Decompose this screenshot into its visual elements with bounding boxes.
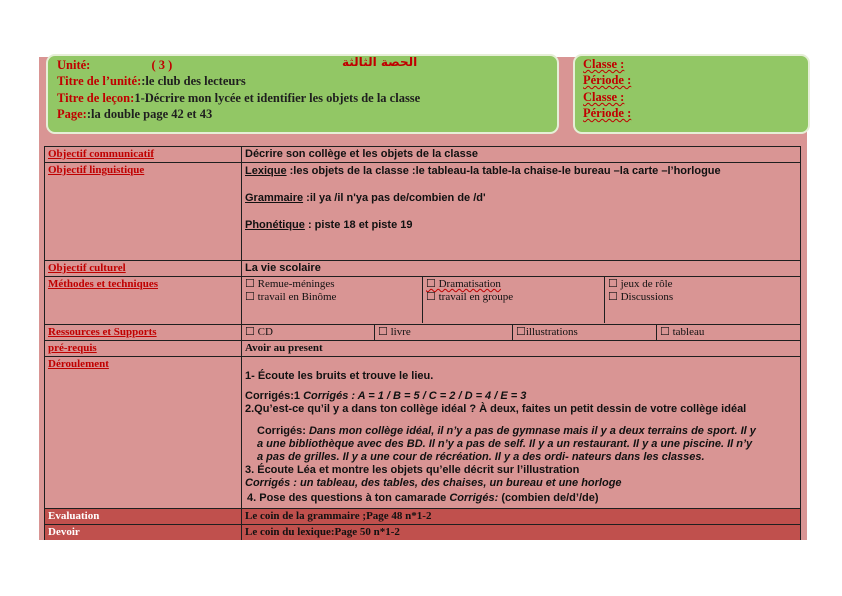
row-methodes [45,277,801,325]
phonetique-label: Phonétique [245,219,305,231]
value-methodes [242,277,801,325]
methodes-col-2 [423,277,605,323]
label-objectif-linguistique: Objectif linguistique [45,163,242,261]
row-ressources [45,325,801,341]
row-prerequis [45,341,801,357]
value-deroulement [242,357,801,509]
row-objectif-communicatif [45,147,801,163]
periode-label-1: Période : [583,73,632,87]
step-1: 1- Écoute les bruits et trouve le lieu. [245,370,434,382]
row-devoir [45,525,801,541]
value-evaluation: Le coin de la grammaire ;Page 48 n*1-2 [242,509,801,525]
phonetique-value: : piste 18 et piste 19 [304,219,413,231]
classe-label-1: Classe : [583,57,625,71]
label-objectif-culturel: Objectif culturel [45,261,242,277]
titre-unite-label: Titre de l’unité: [57,74,142,88]
unite-value: ( 3 ) [151,58,173,72]
row-deroulement [45,357,801,509]
lexique-value: :les objets de la classe :le tableau-la table-la chaise-le bureau –la carte –l’horlogue [286,165,721,177]
methodes-col-3 [605,277,801,323]
lexique-label: Lexique [245,165,287,177]
titre-lecon-value: 1-Décrire mon lycée et identifier les objets de la classe [134,91,421,105]
method-remue-meninges: ☐ Remue-méninges [245,278,335,290]
grammaire-label: Grammaire [245,192,304,204]
support-livre: ☐ livre [375,325,513,340]
support-illustrations: ☐illustrations [513,325,657,340]
label-objectif-communicatif: Objectif communicatif [45,147,242,163]
titre-unite-line [57,74,246,89]
label-ressources: Ressources et Supports [45,325,242,341]
step-1-corriges: Corrigés:1 Corrigés : A = 1 / B = 5 / C = 2 / D = 4 / E = 3 [245,390,527,402]
value-objectif-linguistique [242,163,801,261]
titre-unite-value: :le club des lecteurs [141,74,246,88]
row-evaluation [45,509,801,525]
step-2: 2.Qu’est-ce qu’il y a dans ton collège idéal ? À deux, faites un petit dessin de votre collège idéal [245,403,747,415]
method-discussions: ☐ Discussions [608,291,674,303]
value-objectif-communicatif: Décrire son collège et les objets de la classe [242,147,801,163]
unite-line [57,58,172,73]
titre-lecon-label: Titre de leçon: [57,91,135,105]
methodes-col-1 [242,277,423,323]
value-ressources [242,325,801,341]
value-devoir: Le coin du lexique:Page 50 n*1-2 [242,525,801,541]
periode-label-2: Période : [583,106,632,120]
page-label: Page: [57,107,87,121]
support-tableau: ☐ tableau [657,325,801,340]
step-3-corriges: Corrigés : un tableau, des tables, des chaises, un bureau et une horloge [245,477,622,489]
grammaire-value: :il ya /il n'ya pas de/combien de /d' [303,192,486,204]
page-value: :la double page 42 et 43 [86,107,213,121]
label-methodes: Méthodes et techniques [45,277,242,325]
label-prerequis: pré-requis [45,341,242,357]
value-prerequis: Avoir au present [242,341,801,357]
step-4: 4. Pose des questions à ton camarade Corrigés: (combien de/d’/de) [247,492,599,504]
session-arabic: الحصة الثالثة [342,55,418,69]
classe-label-2: Classe : [583,90,625,104]
titre-lecon-line [57,91,420,106]
row-objectif-linguistique [45,163,801,261]
row-objectif-culturel [45,261,801,277]
lesson-plan-table [44,146,801,541]
label-evaluation: Evaluation [45,509,242,525]
page-line [57,107,212,122]
value-objectif-culturel: La vie scolaire [242,261,801,277]
method-jeux-role: ☐ jeux de rôle [608,278,673,290]
label-devoir: Devoir [45,525,242,541]
bottom-crop-area [0,540,842,596]
step-3: 3. Écoute Léa et montre les objets qu’elle décrit sur l’illustration [245,464,580,476]
unite-label: Unité: [57,58,91,72]
method-travail-binome: ☐ travail en Binôme [245,291,337,303]
step-2-corriges: Corrigés: Dans mon collège idéal, il n’y a pas de gymnase mais il y a deux terrains de sport. Il y a une bibliothèque avec des BD. Il n’y a pas de self. Il y a un restaurant. Il y a une piscine. Il n’y a pas de grilles. Il y a une cour de récréation. Il y a des ordi- nateurs dans les classes. [257,425,756,463]
label-deroulement: Déroulement [45,357,242,509]
support-cd: ☐ CD [245,326,273,338]
method-dramatisation: ☐ Dramatisation [426,278,501,290]
method-travail-groupe: ☐ travail en groupe [426,291,514,303]
